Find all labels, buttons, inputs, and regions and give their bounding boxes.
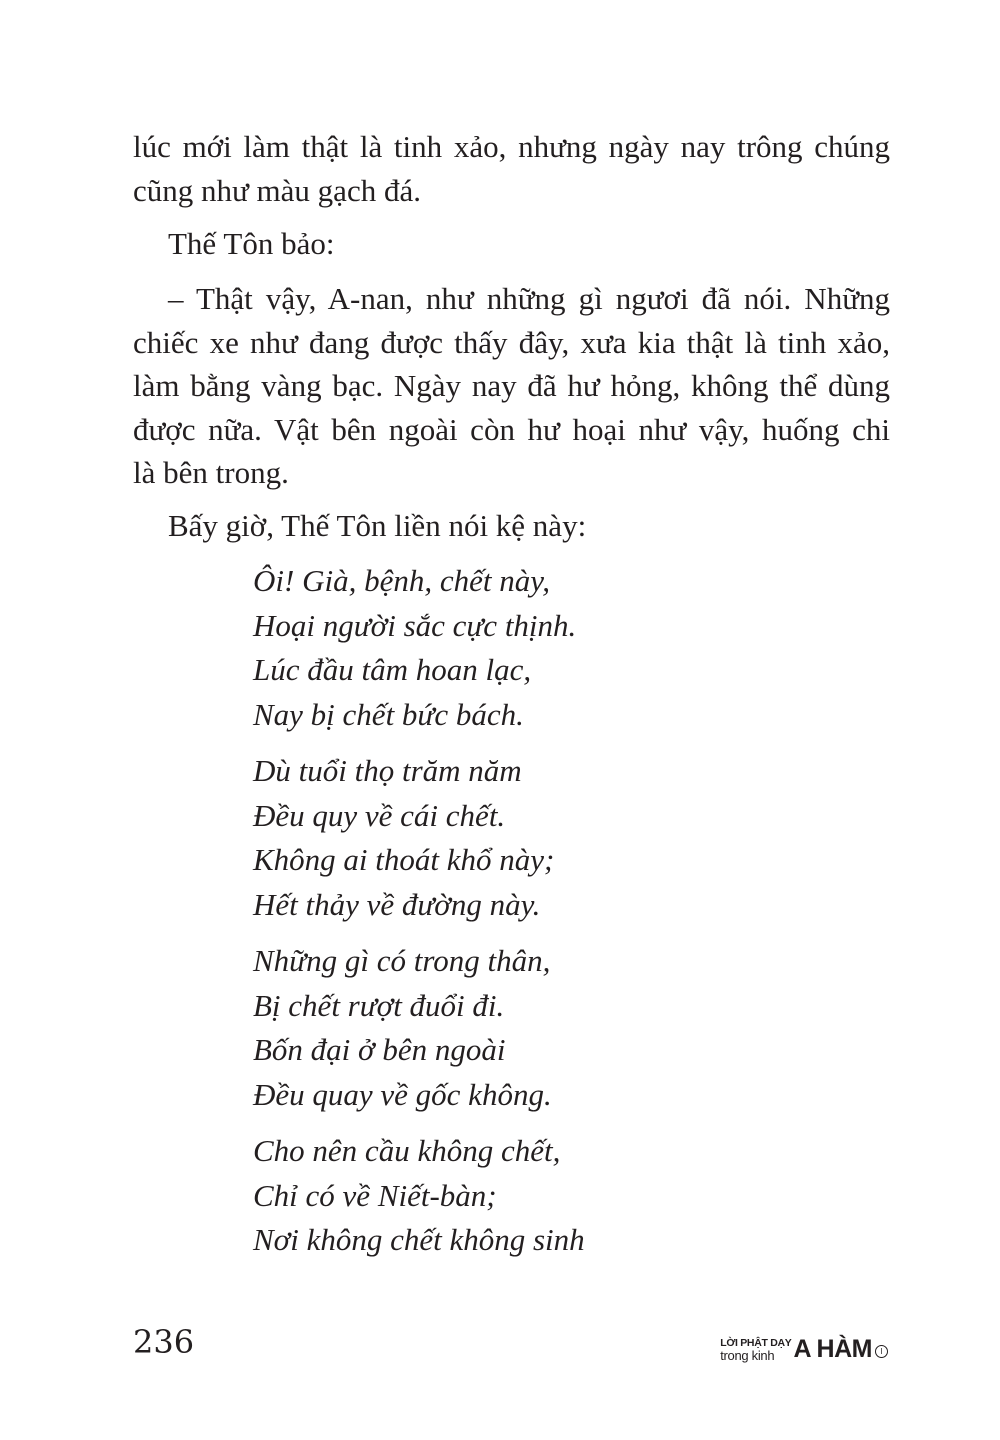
text-line: là bên trong. — [133, 455, 289, 490]
paragraph-continuation — [133, 125, 890, 212]
text-line: Bấy giờ, Thế Tôn liền nói kệ này: — [168, 508, 587, 543]
verse-line: Hoại người sắc cực thịnh. — [253, 607, 577, 643]
verse-stanza-3 — [253, 939, 552, 1117]
verse-line: Chỉ có về Niết-bàn; — [253, 1177, 497, 1213]
text-line: Thế Tôn bảo: — [168, 226, 335, 261]
verse-line: Bị chết rượt đuổi đi. — [253, 987, 505, 1023]
text-line: làm bằng vàng bạc. Ngày nay đã hư hỏng, không thể dùng — [133, 368, 890, 403]
verse-line: Những gì có trong thân, — [253, 943, 551, 978]
paragraph-dialogue — [133, 277, 890, 495]
verse-line: Dù tuổi thọ trăm năm — [253, 753, 522, 788]
logo-subtitle-top: LỜI PHẬT DẠY — [720, 1336, 792, 1349]
logo-subtitle-bottom: trong kinh — [720, 1348, 775, 1363]
verse-line: Nay bị chết bức bách. — [253, 696, 524, 732]
text-line: – Thật vậy, A-nan, như những gì ngươi đã nói. Những — [168, 281, 890, 316]
text-line: cũng như màu gạch đá. — [133, 172, 421, 208]
logo-subtitle — [720, 1338, 791, 1363]
text-line: được nữa. Vật bên ngoài còn hư hoại như vậy, huống chi — [133, 411, 890, 447]
verse-stanza-2 — [253, 749, 554, 927]
verse-stanza-1 — [253, 559, 576, 737]
verse-line: Ôi! Già, bệnh, chết này, — [253, 563, 551, 598]
verse-line: Nơi không chết không sinh — [253, 1222, 585, 1257]
paragraph-the-ton-bao — [133, 222, 890, 266]
verse-line: Không ai thoát khổ này; — [253, 842, 555, 877]
verse-line: Lúc đầu tâm hoan lạc, — [253, 652, 532, 687]
logo-title: A HÀM — [793, 1335, 872, 1363]
verse-line: Đều quy về cái chết. — [253, 797, 506, 833]
paragraph-verse-intro — [133, 504, 890, 548]
text-line: chiếc xe như đang được thấy đây, xưa kia thật là tinh xảo, — [133, 324, 890, 360]
verse-line: Cho nên cầu không chết, — [253, 1133, 561, 1168]
page-number: 236 — [133, 1323, 195, 1361]
book-title-logo — [720, 1330, 888, 1362]
verse-stanza-4 — [253, 1129, 585, 1263]
verse-line: Bốn đại ở bên ngoài — [253, 1032, 506, 1067]
verse-line: Hết thảy về đường này. — [253, 886, 541, 922]
verse-line: Đều quay về gốc không. — [253, 1076, 552, 1112]
text-line: lúc mới làm thật là tinh xảo, nhưng ngày nay trông chúng — [133, 129, 890, 164]
volume-badge: I — [875, 1345, 888, 1358]
